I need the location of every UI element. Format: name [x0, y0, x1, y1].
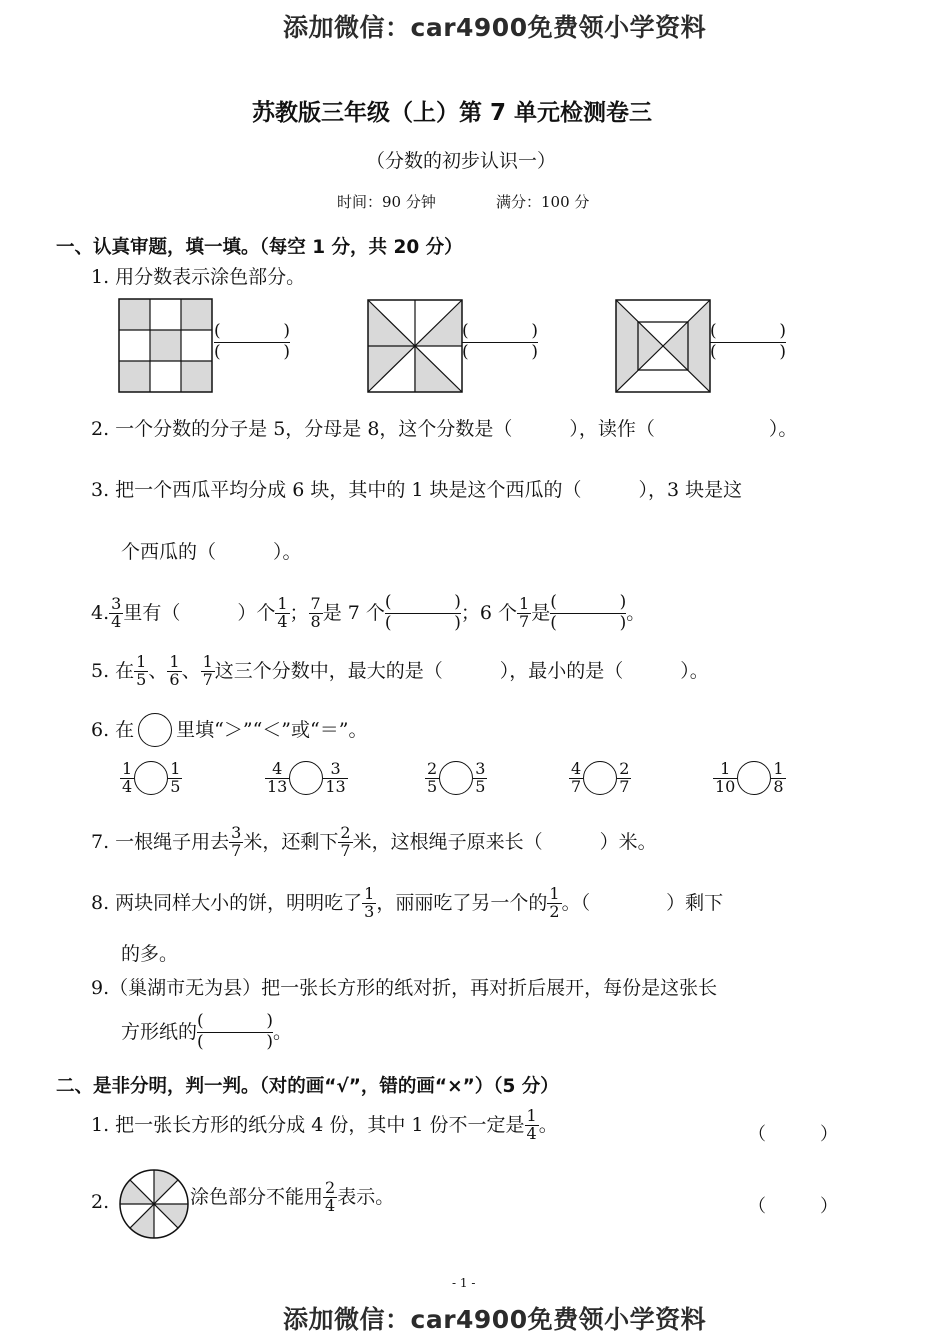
s2-q2-fraction: $\frac{2}{4}$ — [325, 1178, 336, 1215]
q7-fraction-1: $\frac{3}{7}$ — [231, 823, 242, 860]
s2-q1-answer[interactable]: （ ） — [748, 1124, 838, 1145]
q4-row: 4. $\frac{3}{4}$ 里有（ ）个 $\frac{1}{4}$ ； $\frac{7}{8}$ 是 7 个 ( ) ( ) ；6 个 $\frac{1}{7}$ 是 ( ) ( ) 。 — [91, 592, 646, 633]
q8-fraction-1: $\frac{1}{3}$ — [364, 884, 375, 921]
s2-q2-answer[interactable]: （ ） — [748, 1196, 838, 1217]
q1-nested-square-figure — [614, 298, 712, 394]
q6-compare-circle-1[interactable] — [134, 761, 168, 795]
q6-compare-circle-2[interactable] — [289, 761, 323, 795]
q6-compare-circle-3[interactable] — [439, 761, 473, 795]
q1-grid-figure — [118, 298, 214, 394]
q2-text: 2. 一个分数的分子是 5，分母是 8，这个分数是（ ），读作（ ）。 — [91, 418, 798, 440]
q1-text: 1. 用分数表示涂色部分。 — [91, 266, 306, 288]
s2-q1-fraction: $\frac{1}{4}$ — [526, 1106, 537, 1143]
q4-fraction-3: $\frac{7}{8}$ — [310, 593, 321, 631]
exam-score: 满分：100 分 — [496, 193, 590, 211]
q6-compare-row — [120, 761, 840, 811]
q6-compare-circle-4[interactable] — [583, 761, 617, 795]
q4-fraction-4: $\frac{1}{7}$ — [519, 593, 530, 631]
page-subtitle: （分数的初步认识一） — [366, 150, 557, 172]
section1-heading: 一、认真审题，填一填。（每空 1 分，共 20 分） — [56, 237, 463, 258]
q5-fraction-2: $\frac{1}{6}$ — [169, 652, 180, 689]
q3-line1: 3. 把一个西瓜平均分成 6 块，其中的 1 块是这个西瓜的（ ），3 块是这 — [91, 479, 743, 501]
q9-line1: 9.（巢湖市无为县）把一张长方形的纸对折，再对折后展开，每份是这张长 — [91, 977, 718, 999]
q8-fraction-2: $\frac{1}{2}$ — [549, 884, 560, 921]
q4-fraction-2: $\frac{1}{4}$ — [277, 593, 288, 631]
q7-fraction-2: $\frac{2}{7}$ — [340, 823, 351, 860]
q6-compare-1: $\frac{1}{4}$ $\frac{1}{5}$ — [122, 759, 181, 796]
q4-answer-blank-2[interactable]: ( ) ( ) — [550, 592, 627, 633]
q1-star-figure — [366, 298, 464, 394]
s2-q2-number: 2. — [91, 1191, 110, 1213]
section2-heading: 二、是非分明，判一判。（对的画“√”，错的画“×”）（5 分） — [56, 1076, 559, 1097]
q6-compare-5: $\frac{1}{10}$ $\frac{1}{8}$ — [715, 759, 784, 796]
s2-q2-row: 涂色部分不能用 $\frac{2}{4}$ 表示。 — [190, 1178, 395, 1215]
page-title: 苏教版三年级（上）第 7 单元检测卷三 — [252, 100, 653, 126]
q1-answer-blank-3[interactable]: ( ) ( ) — [710, 321, 786, 362]
q9-answer-blank[interactable]: ( ) ( ) — [197, 1011, 274, 1052]
q6-compare-2: $\frac{4}{13}$ $\frac{3}{13}$ — [267, 759, 346, 796]
watermark-bottom: 添加微信：car4900免费领小学资料 — [283, 1305, 707, 1334]
q5-fraction-1: $\frac{1}{5}$ — [136, 652, 147, 689]
q5-row: 5. 在 $\frac{1}{5}$ 、 $\frac{1}{6}$ 、 $\frac{1}{7}$ 这三个分数中，最大的是（ ），最小的是（ ）。 — [91, 652, 709, 689]
q1-answer-blank-1[interactable]: ( ) ( ) — [214, 321, 290, 362]
page-number: - 1 - — [452, 1276, 476, 1290]
q9-line2: 方形纸的 ( ) ( ) 。 — [121, 1011, 293, 1052]
q8-line2: 的多。 — [121, 943, 179, 965]
s2-q1-row: 1. 把一张长方形的纸分成 4 份，其中 1 份不一定是 $\frac{1}{4}$ 。 — [91, 1106, 558, 1143]
exam-time: 时间：90 分钟 — [337, 193, 436, 211]
circle-icon — [138, 713, 172, 747]
q4-answer-blank-1[interactable]: ( ) ( ) — [384, 592, 461, 633]
q3-line2: 个西瓜的（ ）。 — [121, 541, 302, 563]
q1-answer-blank-2[interactable]: ( ) ( ) — [462, 321, 538, 362]
q6-compare-4: $\frac{4}{7}$ $\frac{2}{7}$ — [571, 759, 630, 796]
watermark-top: 添加微信：car4900免费领小学资料 — [283, 13, 707, 42]
s2-q2-circle-figure — [118, 1168, 190, 1240]
q7-row: 7. 一根绳子用去 $\frac{3}{7}$ 米，还剩下 $\frac{2}{7}$ 米，这根绳子原来长（ ）米。 — [91, 823, 657, 860]
q4-fraction-1: $\frac{3}{4}$ — [111, 593, 122, 631]
q5-fraction-3: $\frac{1}{7}$ — [202, 652, 213, 689]
q6-instruction: 6. 在 里填“＞”“＜”或“＝”。 — [91, 713, 367, 747]
q8-row: 8. 两块同样大小的饼，明明吃了 $\frac{1}{3}$ ，丽丽吃了另一个的 $\frac{1}{2}$ 。（ ）剩下 — [91, 884, 724, 921]
q6-compare-circle-5[interactable] — [737, 761, 771, 795]
q6-compare-3: $\frac{2}{5}$ $\frac{3}{5}$ — [427, 759, 486, 796]
